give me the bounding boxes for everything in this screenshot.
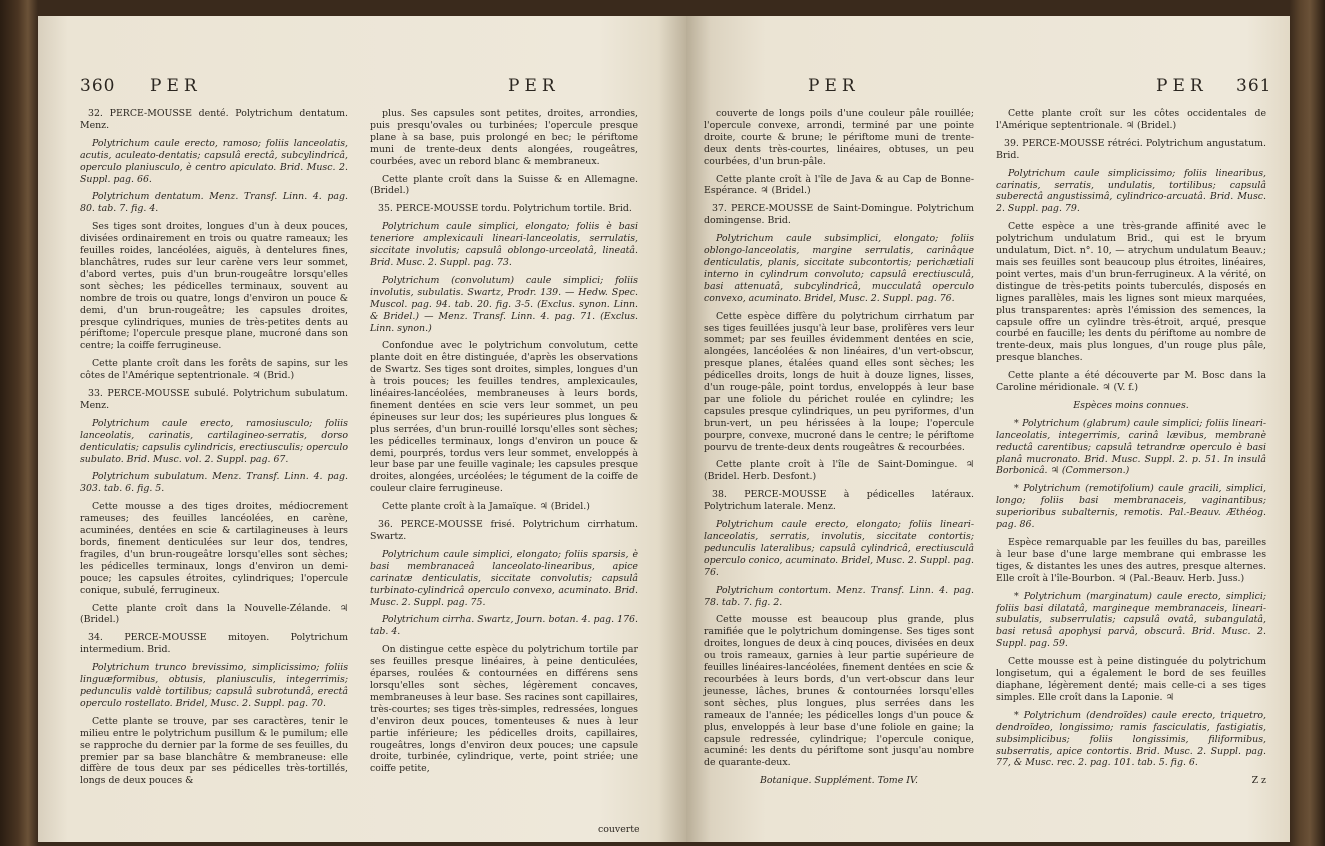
latin-description: * Polytrichum (glabrum) caule simplici; foliis lineari-lanceolatis, integerrimis, carinâ lævibus, membranè reductâ carentibus; capsulâ tetrandræ operculo è basi planâ mucronato. Brid. Musc. Suppl. 2. p. 51. In insulâ Borbonicâ. ♃ (Commerson.) xyxy=(996,417,1266,477)
latin-description: Polytrichum contortum. Menz. Transf. Linn. 4. pag. 78. tab. 7. fig. 2. xyxy=(704,584,974,608)
latin-description: Polytrichum caule erecto, ramoso; foliis lanceolatis, acutis, aculeato-dentatis; capsulâ erectâ, subcylindricâ, operculo planiusculo, è centro apiculato. Brid. Musc. 2. Suppl. pag. 66. xyxy=(80,137,348,185)
paragraph: Cette plante croît à la Jamaïque. ♃ (Bridel.) xyxy=(382,501,590,513)
paragraph: Cette plante croît sur les côtes occidentales de l'Amérique septentrionale. ♃ (Bridel.) xyxy=(996,108,1266,131)
latin-description: Polytrichum caule simplici, elongato; foliis sparsis, è basi membranaceâ lanceolato-linearibus, apice carinatæ denticulatis, siccitate convolutis; capsulâ turbinato-cylindricâ operculo convexo, acuminato. Brid. Musc. 2. Suppl. pag. 75. xyxy=(370,548,638,608)
left-column-2 xyxy=(370,108,638,781)
latin-description: Polytrichum caule simplici, elongato; foliis è basi teneriore amplexicauli lineari-lanceolatis, serrulatis, siccitate involutis; capsulâ oblongo-urceolatâ, lineatâ. Brid. Musc. 2. Suppl. pag. 73. xyxy=(370,221,638,268)
paragraph: Cette espèce a une très-grande affinité avec le polytrichum undulatum Brid., qui est le bryum undulatum, Dict. n°. 10, — atrychum undulatum Beauv.; mais ses feuilles sont beaucoup plus étroites, linéaires, point vertes, mais d'un brun-ferrugineux. A la vérité, on distingue de très-petits points tuberculés, disposés en lignes parallèles, mais les lignes sont mieux marquées, plus transparentes: après l'émission des semences, la capsule offre un cylindre très-étroit, arqué, presque courbé en faucille; les dents du périftome au nombre de trente-deux, mais plus longues, d'un rouge plus pâle, presque blanches. xyxy=(996,221,1266,364)
signature-mark: Z z xyxy=(1251,775,1266,787)
paragraph: Confondue avec le polytrichum convolutum, cette plante doit en être distinguée, d'après les observations de Swartz. Ses tiges sont droites, simples, longues d'un à trois pouces; les feuilles tendres, amplexicaules, linéaires-lancéolées, membraneuses à leurs bords, finement dentées en scie vers leur sommet, un peu épineuses sur leur dos; les supérieures plus longues & plus serrées, d'un brun-rouillé lorsqu'elles sont sèches; les pédicelles terminaux, longs d'environ un pouce & demi, pourprés, tordus vers leur sommet, enveloppés à leur base par une feuille vaginale; les capsules presque droites, alongées, urcéolées; le tégument de la coiffe de couleur claire ferrugineuse. xyxy=(370,340,638,495)
latin-description: Polytrichum trunco brevissimo, simplicissimo; foliis linguæformibus, obtusis, planiusculis, integerrimis; pedunculis valdè tortilibus; capsulâ subrotundâ, erectâ operculo rostellato. Bridel, Musc. 2. Suppl. pag. 70. xyxy=(80,662,348,709)
left-column-1 xyxy=(80,108,348,793)
species-entry-heading: 33. PERCE-MOUSSE subulé. Polytrichum subulatum. Menz. xyxy=(80,388,348,411)
latin-description: Polytrichum caule subsimplici, elongato; foliis oblongo-lanceolatis, margine serrulatis, carinâque denticulatis, planis, siccitate subcontortis; perichætiali interno in cylindrum convoluto; capsulâ erectiusculâ, basi attenuatâ, subcylindricâ, mucculatâ operculo convexo, acuminato. Bridel, Musc. 2. Suppl. pag. 76. xyxy=(704,233,974,304)
latin-description: * Polytrichum (marginatum) caule erecto, simplici; foliis basi dilatatâ, margineque membranaceis, lineari-subulatis, subserrulatis; capsulâ ovatâ, subangulatâ, basi retusâ apophysi parvâ, obscurâ. Brid. Musc. 2. Suppl. pag. 59. xyxy=(996,590,1266,650)
latin-description: * Polytrichum (remotifolium) caule gracili, simplici, longo; foliis basi membranaceis, vaginantibus; superioribus subalternis, remotis. Pal.-Beauv. Æthéog. pag. 86. xyxy=(996,483,1266,531)
running-head-left: PER xyxy=(808,76,860,96)
species-entry-heading: 38. PERCE-MOUSSE à pédicelles latéraux. Polytrichum laterale. Menz. xyxy=(704,489,974,513)
paragraph: On distingue cette espèce du polytrichum tortile par ses feuilles presque linéaires, à peine denticulées, éparses, roulées & contournées en différens sens lorsqu'elles sont sèches, légèrement concaves, membraneuses à leur base. Ses racines sont capillaires, très-courtes; ses tiges très-simples, redressées, longues d'environ deux pouces, tomenteuses & nues à leur partie inférieure; les pédicelles droits, capillaires, rougeâtres, longs d'environ deux pouces; une capsule droite, turbinée, cylindrique, verte, point striée; une coiffe petite, xyxy=(370,644,638,775)
latin-description: Polytrichum (convolutum) caule simplici; foliis involutis, subulatis. Swartz, Prodr. 139. — Hedw. Spec. Muscol. pag. 94. tab. 20. fig. 3-5. (Exclus. synon. Linn. & Bridel.) — Menz. Transf. Linn. 4. pag. 71. (Exclus. Linn. synon.) xyxy=(370,274,638,334)
running-head-left: PER xyxy=(150,76,202,96)
paragraph: Cette plante croît à l'île de Java & au Cap de Bonne-Espérance. ♃ (Bridel.) xyxy=(704,173,974,197)
species-entry-heading: 39. PERCE-MOUSSE rétréci. Polytrichum angustatum. Brid. xyxy=(996,137,1266,161)
latin-description: Polytrichum caule erecto, elongato; foliis lineari-lanceolatis, serratis, involutis, siccitate contortis; pedunculis lateralibus; capsulâ cylindricâ, erectiusculâ operculo conico, acuminato. Bridel, Musc. 2. Suppl. pag. 76. xyxy=(704,519,974,578)
paragraph: couverte de longs poils d'une couleur pâle rouillée; l'opercule convexe, arrondi, terminé par une pointe droite, courte & brune; le périftome muni de trente-deux dents très-courtes, linéaires, obtuses, un peu courbées, d'un brun-pâle. xyxy=(704,108,974,167)
paragraph: plus. Ses capsules sont petites, droites, arrondies, puis presqu'ovales ou turbinées; l'opercule presque plane à sa base, puis prolongé en bec; le périftome muni de trente-deux dents alongées, rougeâtres, courbées, avec un rebord blanc & membraneux. xyxy=(370,108,638,167)
left-page xyxy=(38,16,686,842)
latin-description: * Polytrichum (dendroïdes) caule erecto, triquetro, dendroïdeo, longissimo; ramis fasciculatis, fastigiatis, subsimplicibus; foliis longissimis, filiformibus, subserratis, apice contortis. Brid. Musc. 2. Suppl. pag. 77, & Musc. rec. 2. pag. 101. tab. 5. fig. 6. xyxy=(996,709,1266,769)
paragraph: Ses tiges sont droites, longues d'un à deux pouces, divisées ordinairement en trois ou quatre rameaux; les feuilles roides, lancéolées, aiguës, à dentelures fines, blanchâtres, rudes sur leur carène vers leur sommet, d'abord vertes, puis d'un brun-rougeâtre lorsqu'elles sont sèches; les pédicelles terminaux, souvent au nombre de trois ou quatre, longs d'environ un pouce & demi, d'un brun-rougeâtre; les capsules droites, presque cylindriques, munies de très-petites dents au périftome; l'opercule presque plane, mucroné dans son centre; la coiffe ferrugineuse. xyxy=(80,221,348,352)
paragraph: Cette mousse est à peine distinguée du polytrichum longisetum, qui a également le bord de ses feuilles diaphane, légèrement denté; mais celle-ci a ses tiges simples. Elle croît dans la Laponie. ♃ xyxy=(996,656,1266,703)
right-column-1 xyxy=(704,108,974,793)
species-entry-heading: 36. PERCE-MOUSSE frisé. Polytrichum cirrhatum. Swartz. xyxy=(370,519,638,542)
species-entry-heading: 32. PERCE-MOUSSE denté. Polytrichum dentatum. Menz. xyxy=(80,108,348,131)
footer-title: Botanique. Supplément. Tome IV. xyxy=(759,775,919,787)
paragraph: Cette plante a été découverte par M. Bosc dans la Caroline méridionale. ♃ (V. f.) xyxy=(996,370,1266,394)
paragraph: Cette plante croît dans la Suisse & en Allemagne. (Bridel.) xyxy=(370,173,638,197)
species-entry-heading: 34. PERCE-MOUSSE mitoyen. Polytrichum intermedium. Brid. xyxy=(80,632,348,656)
latin-description: Polytrichum cirrha. Swartz, Journ. botan. 4. pag. 176. tab. 4. xyxy=(370,614,638,638)
section-subheading: Espèces moins connues. xyxy=(1073,399,1189,411)
page-number-left: 360 xyxy=(80,76,116,96)
paragraph: Cette plante se trouve, par ses caractères, tenir le milieu entre le polytrichum pusillum & le pumilum; elle se rapproche du dernier par la forme de ses feuilles, du premier par sa base blanchâtre & membraneuse: elle diffère de tous deux par ses pédicelles très-tortillés, longs de deux pouces & xyxy=(80,715,348,787)
species-entry-heading: 35. PERCE-MOUSSE tordu. Polytrichum tortile. Brid. xyxy=(378,203,632,215)
paragraph: Cette espèce diffère du polytrichum cirrhatum par ses tiges feuillées jusqu'à leur base, prolifères vers leur sommet; par ses feuilles évidemment dentées en scie, alongées, lancéolées & non linéaires, d'un vert-obscur, presque planes, étalées quand elles sont sèches; les pédicelles droits, longs de huit à douze lignes, lisses, d'un rouge-pâle, point tordus, enveloppés à leur base par une foliole du périchet roulée en cylindre; les capsules presque cylindriques, un peu pyriformes, d'un brun-vert, un peu hérissées à la loupe; l'opercule pourpre, convexe, mucroné dans le centre; le périftome pourvu de trente-deux dents rougeâtres & recourbées. xyxy=(704,310,974,453)
running-head-right: PER xyxy=(1156,76,1208,96)
right-page xyxy=(686,16,1290,842)
paragraph: Espèce remarquable par les feuilles du bas, pareilles à leur base d'une large membrane qui embrasse les tiges, & distantes les unes des autres, presque alternes. Elle croît à l'île-Bourbon. ♃ (Pal.-Beauv. Herb. Juss.) xyxy=(996,537,1266,584)
paragraph: Cette mousse est beaucoup plus grande, plus ramifiée que le polytrichum domingense. Ses tiges sont droites, longues de deux à cinq pouces, divisées en deux ou trois rameaux, garnies à leur partie supérieure de feuilles linéaires-lancéolées, finement dentées en scie & recourbées à leurs bords, d'un vert-obscur dans leur jeunesse, lâches, brunes & contournées lorsqu'elles sont sèches, plus longues, plus serrées dans les rameaux de l'année; les pédicelles longs d'un pouce & plus, enveloppés à leur base d'une foliole en gaine; la capsule redressée, cylindrique; l'opercule conique, acuminé: les dents du périftome sont jusqu'au nombre de quarante-deux. xyxy=(704,614,974,769)
paragraph: Cette plante croît à l'île de Saint-Domingue. ♃ (Bridel. Herb. Desfont.) xyxy=(704,459,974,483)
catchword: couverte xyxy=(598,824,640,835)
paragraph: Cette plante croît dans la Nouvelle-Zélande. ♃ (Bridel.) xyxy=(80,602,348,626)
latin-description: Polytrichum caule simplicissimo; foliis linearibus, carinatis, serratis, undulatis, tortilibus; capsulâ subereсtâ angustissimâ, cylindrico-arcuatâ. Brid. Musc. 2. Suppl. pag. 79. xyxy=(996,167,1266,215)
paragraph: Cette mousse a des tiges droites, médiocrement rameuses; des feuilles lancéolées, en carène, acuminées, dentées en scie & cartilagineuses à leurs bords, finement denticulées sur leur dos, tendres, fragiles, d'un brun-rougeâtre lorsqu'elles sont sèches; les pédicelles terminaux, longs d'environ un demi-pouce; les capsules étroites, cylindriques; l'opercule conique, subulé, ferrugineux. xyxy=(80,501,348,596)
latin-description: Polytrichum dentatum. Menz. Transf. Linn. 4. pag. 80. tab. 7. fig. 4. xyxy=(80,191,348,215)
running-head-right: PER xyxy=(508,76,560,96)
right-column-2 xyxy=(996,108,1266,793)
species-entry-heading: 37. PERCE-MOUSSE de Saint-Domingue. Polytrichum domingense. Brid. xyxy=(704,203,974,227)
latin-description: Polytrichum subulatum. Menz. Transf. Linn. 4. pag. 303. tab. 6. fig. 5. xyxy=(80,471,348,495)
paragraph: Cette plante croît dans les forêts de sapins, sur les côtes de l'Amérique septentrionale. ♃ (Brid.) xyxy=(80,358,348,382)
page-number-right: 361 xyxy=(1236,76,1272,96)
latin-description: Polytrichum caule erecto, ramosiusculo; foliis lanceolatis, carinatis, cartilagineo-serratis, dorso denticulatis; capsulis cylindricis, erectiusculis; operculo subulato. Brid. Musc. vol. 2. Suppl. pag. 67. xyxy=(80,417,348,465)
